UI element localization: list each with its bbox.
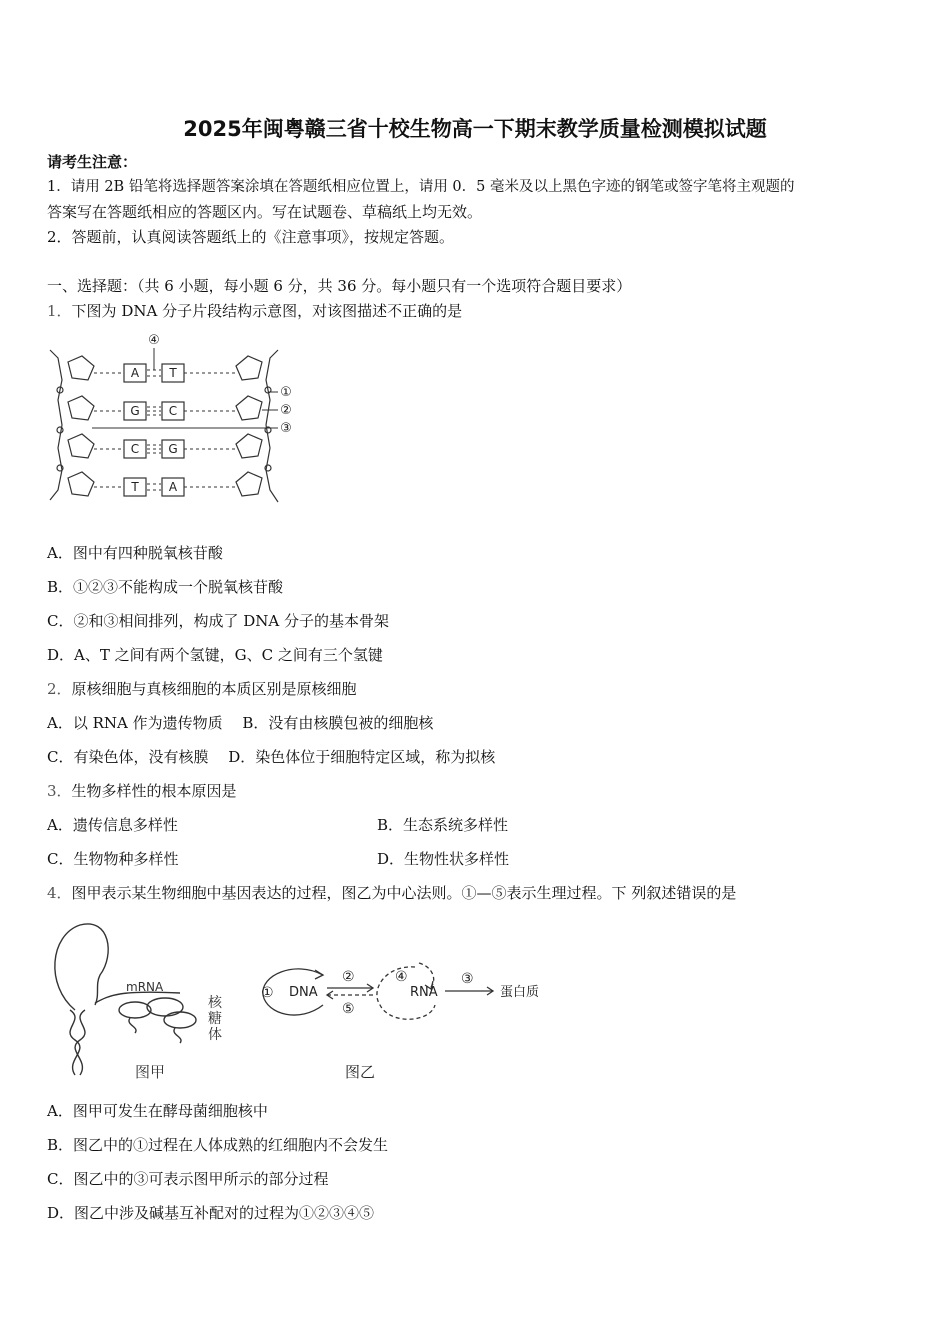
question-4 [47, 883, 736, 903]
q2-options-row-2: C．有染色体，没有核膜 D．染色体位于细胞特定区域，称为拟核 [47, 748, 496, 766]
q3-option-d: D．生物性状多样性 [377, 850, 510, 868]
base-right-4: A [168, 480, 178, 494]
figure-yi [255, 955, 555, 1085]
notice-line-1b: 答案写在答题纸相应的答题区内。写在试题卷、草稿纸上均无效。 [47, 203, 483, 221]
ribosome-label-char-3: 体 [208, 1027, 222, 1043]
section-heading: 一、选择题：（共 6 小题，每小题 6 分，共 36 分。每小题只有一个选项符合题目要求） [47, 277, 632, 295]
base-right-1: T [169, 366, 177, 380]
right-sugar-1 [236, 356, 262, 380]
left-sugar-4 [68, 472, 94, 496]
base-left-3: C [130, 442, 140, 456]
question-number: 4． [47, 884, 72, 902]
right-backbone [266, 350, 278, 502]
question-2 [47, 679, 357, 699]
q1-option-c: C．②和③相间排列，构成了 DNA 分子的基本骨架 [47, 612, 389, 630]
dna-label: DNA [289, 985, 318, 1000]
page-title: 2025年闽粤赣三省十校生物高一下期末教学质量检测模拟试题 [183, 117, 767, 141]
right-sugar-4 [236, 472, 262, 496]
question-1 [47, 301, 462, 321]
figure-jia-caption: 图甲 [135, 1063, 166, 1081]
figure-yi-caption: 图乙 [345, 1063, 376, 1081]
figure-jia [40, 915, 240, 1085]
notice-line-2: 2．答题前，认真阅读答题纸上的《注意事项》，按规定答题。 [47, 228, 455, 246]
left-sugar-3 [68, 434, 94, 458]
question-stem: 下图为 DNA 分子片段结构示意图，对该图描述不正确的是 [71, 302, 463, 320]
base-right-3: G [168, 442, 178, 456]
dna-structure-figure [40, 330, 300, 520]
base-right-2: C [168, 404, 178, 418]
q3-option-c: C．生物物种多样性 [47, 850, 179, 868]
base-left-1: A [130, 366, 140, 380]
left-sugar-1 [68, 356, 94, 380]
question-stem: 原核细胞与真核细胞的本质区别是原核细胞 [71, 680, 357, 698]
question-stem: 生物多样性的根本原因是 [71, 782, 237, 800]
ribosome [164, 1012, 196, 1028]
polypeptide [129, 1018, 136, 1033]
polypeptide [174, 1028, 181, 1043]
mrna-label: mRNA [126, 980, 164, 994]
protein-label: 蛋白质 [500, 985, 540, 1000]
left-backbone [50, 350, 62, 500]
question-3 [47, 781, 237, 801]
marker-1: ① [280, 385, 292, 400]
ribosome-label-char-2: 糖 [208, 1011, 222, 1027]
q1-option-a: A．图中有四种脱氧核苷酸 [47, 544, 223, 562]
dna-helix-strand-1 [70, 1010, 80, 1075]
marker-1: ① [261, 985, 274, 1001]
q4-option-d: D．图乙中涉及碱基互补配对的过程为①②③④⑤ [47, 1204, 375, 1222]
marker-4: ④ [395, 969, 408, 985]
marker-3: ③ [280, 421, 292, 436]
question-number: 1． [47, 302, 72, 320]
base-left-2: G [130, 404, 140, 418]
rna-label: RNA [410, 985, 438, 1000]
notice-line-1a: 1．请用 2B 铅笔将选择题答案涂填在答题纸相应位置上，请用 0．5 毫米及以上黑色字迹的钢笔或签字笔将主观题的 [47, 179, 795, 195]
ribosome [119, 1002, 151, 1018]
marker-3: ③ [461, 971, 474, 987]
q4-option-a: A．图甲可发生在酵母菌细胞核中 [47, 1102, 268, 1120]
q4-option-c: C．图乙中的③可表示图甲所示的部分过程 [47, 1170, 329, 1188]
right-sugar-2 [236, 396, 262, 420]
q4-option-b: B．图乙中的①过程在人体成熟的红细胞内不会发生 [47, 1136, 389, 1154]
notice-heading: 请考生注意： [47, 153, 138, 171]
dna-helix-strand-2 [75, 1010, 85, 1075]
question-number: 3． [47, 782, 72, 800]
question-number: 2． [47, 680, 72, 698]
marker-2: ② [280, 403, 292, 418]
ribosome [147, 998, 183, 1016]
q3-option-a: A．遗传信息多样性 [47, 816, 178, 834]
right-sugar-3 [236, 434, 262, 458]
q3-option-b: B．生态系统多样性 [377, 816, 509, 834]
arrowhead [315, 970, 323, 979]
base-left-4: T [131, 480, 139, 494]
marker-5: ⑤ [342, 1001, 355, 1017]
ribosome-label-char-1: 核 [208, 995, 222, 1011]
left-sugar-2 [68, 396, 94, 420]
q1-option-d: D．A、T 之间有两个氢键，G、C 之间有三个氢键 [47, 646, 383, 664]
question-stem: 图甲表示某生物细胞中基因表达的过程，图乙为中心法则。①—⑤表示生理过程。下 列叙述错误的是 [71, 884, 737, 902]
phosphate [57, 427, 63, 433]
marker-4: ④ [148, 333, 160, 348]
q1-option-b: B．①②③不能构成一个脱氧核苷酸 [47, 578, 284, 596]
marker-2: ② [342, 969, 355, 985]
q2-options-row-1: A．以 RNA 作为遗传物质 B．没有由核膜包被的细胞核 [47, 714, 434, 732]
dna-loop [55, 924, 108, 1010]
